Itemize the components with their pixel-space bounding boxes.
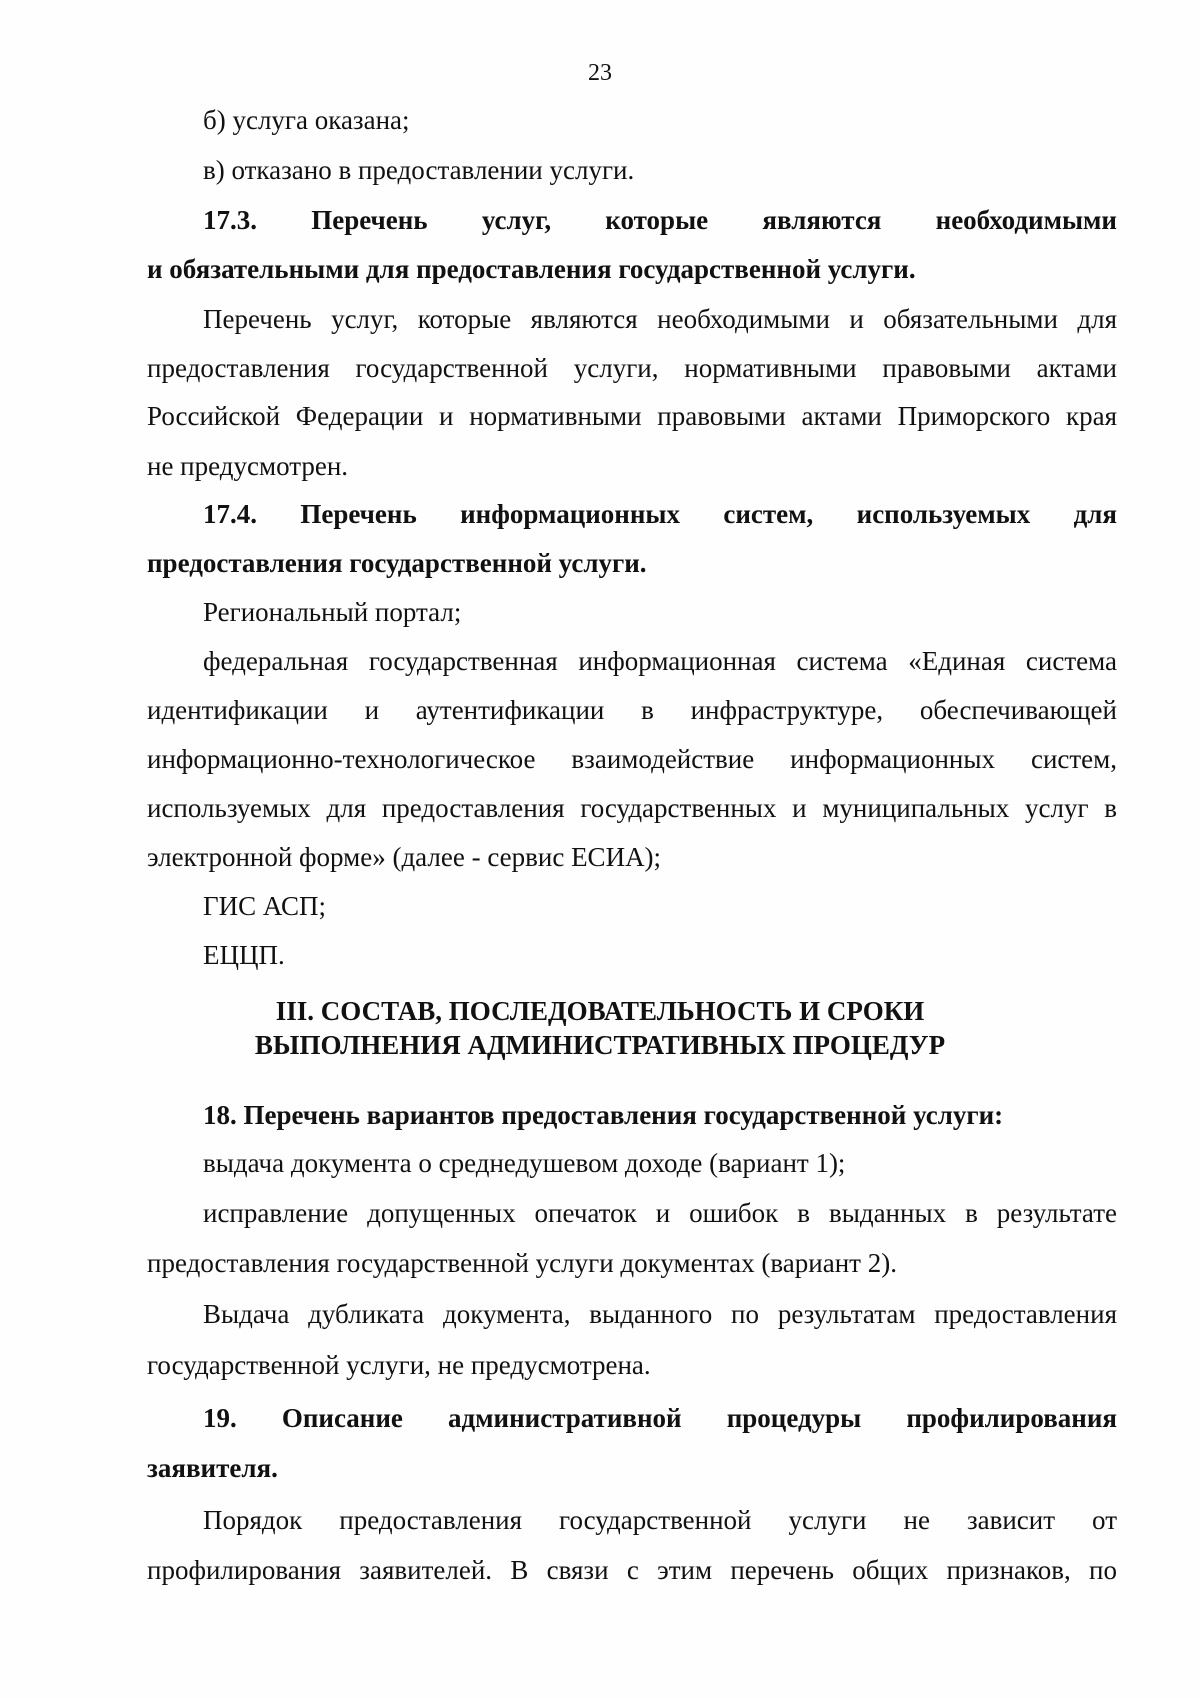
- section-heading: 18. Перечень вариантов предоставления государственной услуги:: [203, 1100, 1004, 1130]
- text-line: Региональный портал;: [203, 597, 462, 627]
- section-heading: предоставления государственной услуги.: [147, 548, 647, 578]
- text-line: Российской Федерации и нормативными правовыми актами Приморского края: [147, 401, 1117, 431]
- text-line: государственной услуги, не предусмотрена.: [147, 1350, 651, 1380]
- section-heading: заявителя.: [147, 1453, 278, 1483]
- text-line: Выдача дубликата документа, выданного по результатам предоставления: [203, 1299, 1117, 1329]
- text-line: в) отказано в предоставлении услуги.: [203, 155, 635, 185]
- text-line: федеральная государственная информационная система «Единая система: [203, 646, 1117, 676]
- text-line: используемых для предоставления государственных и муниципальных услуг в: [147, 793, 1117, 823]
- text-line: выдача документа о среднедушевом доходе (вариант 1);: [203, 1148, 846, 1178]
- text-line: ГИС АСП;: [203, 891, 327, 921]
- text-line: идентификации и аутентификации в инфраструктуре, обеспечивающей: [147, 695, 1117, 725]
- text-line: предоставления государственной услуги, нормативными правовыми актами: [147, 353, 1117, 383]
- section-heading: 17.3. Перечень услуг, которые являются необходимыми: [203, 205, 1117, 235]
- text-line: не предусмотрен.: [147, 451, 349, 481]
- text-line: предоставления государственной услуги документах (вариант 2).: [147, 1248, 897, 1278]
- text-line: ЕЦЦП.: [203, 940, 285, 970]
- text-line: Порядок предоставления государственной услуги не зависит от: [203, 1505, 1117, 1535]
- text-line: информационно-технологическое взаимодействие информационных систем,: [147, 744, 1117, 774]
- page-number: 23: [588, 60, 612, 86]
- text-line: Перечень услуг, которые являются необходимыми и обязательными для: [203, 304, 1117, 334]
- section-heading: и обязательными для предоставления государственной услуги.: [147, 254, 916, 284]
- section-heading: 17.4. Перечень информационных систем, используемых для: [203, 499, 1117, 529]
- text-line: профилирования заявителей. В связи с этим перечень общих признаков, по: [147, 1555, 1117, 1585]
- text-line: б) услуга оказана;: [203, 105, 410, 135]
- chapter-title: III. СОСТАВ, ПОСЛЕДОВАТЕЛЬНОСТЬ И СРОКИ: [275, 996, 925, 1026]
- text-line: электронной форме» (далее - сервис ЕСИА);: [147, 842, 662, 872]
- text-line: исправление допущенных опечаток и ошибок в выданных в результате: [203, 1198, 1117, 1228]
- section-heading: 19. Описание административной процедуры профилирования: [203, 1403, 1117, 1433]
- chapter-title: ВЫПОЛНЕНИЯ АДМИНИСТРАТИВНЫХ ПРОЦЕДУР: [254, 1030, 946, 1060]
